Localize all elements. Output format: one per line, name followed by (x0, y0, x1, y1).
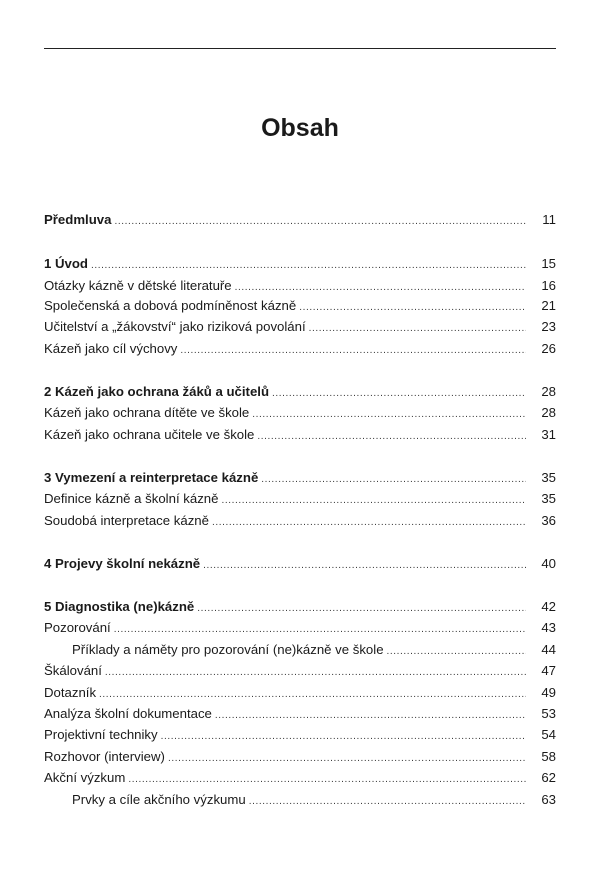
toc-entry-section[interactable] (44, 683, 556, 703)
toc-entry-label: Kázeň jako ochrana učitele ve škole (44, 427, 255, 442)
toc-leader-dots (114, 212, 526, 232)
toc-entry-label: 1 Úvod (44, 256, 88, 271)
toc-entry-section[interactable] (44, 511, 556, 531)
toc-entry-page: 26 (541, 341, 556, 356)
toc-entry-page: 40 (541, 556, 556, 571)
toc-entry-label: Definice kázně a školní kázně (44, 491, 219, 506)
toc-entry-label: 3 Vymezení a reinterpretace kázně (44, 470, 259, 485)
toc-entry-chapter-1[interactable] (44, 254, 556, 274)
toc-leader-dots (272, 384, 526, 404)
toc-entry-label: 4 Projevy školní nekázně (44, 556, 201, 571)
toc-entry-label: Společenská a dobová podmíněnost kázně (44, 298, 297, 313)
toc-entry-label: Kázeň jako cíl výchovy (44, 341, 178, 356)
toc-leader-dots (99, 685, 526, 705)
toc-entry-section[interactable] (44, 725, 556, 745)
toc-entry-chapter-3[interactable] (44, 468, 556, 488)
toc-entry-page: 15 (541, 256, 556, 271)
toc-entry-subsection[interactable] (44, 790, 556, 810)
toc-entry-section[interactable] (44, 489, 556, 509)
toc-entry-section[interactable] (44, 339, 556, 359)
toc-entry-section[interactable] (44, 661, 556, 681)
toc-entry-subsection[interactable] (44, 640, 556, 660)
toc-entry-section[interactable] (44, 276, 556, 296)
toc-entry-section[interactable] (44, 747, 556, 767)
toc-entry-page: 16 (541, 278, 556, 293)
toc-leader-dots (161, 727, 526, 747)
toc-entry-page: 47 (541, 663, 556, 678)
toc-entry-label: Učitelství a „žákovství“ jako riziková povolání (44, 319, 306, 334)
toc-entry-label: Otázky kázně v dětské literatuře (44, 278, 232, 293)
toc-entry-label: 5 Diagnostika (ne)kázně (44, 599, 195, 614)
toc-leader-dots (309, 319, 526, 339)
toc-leader-dots (105, 663, 526, 683)
toc-entry-page: 44 (541, 642, 556, 657)
toc-entry-page: 11 (542, 212, 556, 227)
toc-leader-dots (215, 706, 526, 726)
toc-entry-label: Příklady a náměty pro pozorování (ne)kázně ve škole (72, 642, 384, 657)
toc-entry-label: Předmluva (44, 212, 112, 227)
toc-leader-dots (249, 792, 526, 812)
toc-leader-dots (221, 491, 526, 511)
toc-entry-page: 36 (541, 513, 556, 528)
toc-entry-label: Rozhovor (interview) (44, 749, 165, 764)
table-of-contents (44, 0, 556, 874)
toc-entry-page: 54 (541, 727, 556, 742)
toc-leader-dots (91, 256, 526, 276)
toc-entry-label: Pozorování (44, 620, 111, 635)
toc-entry-predmluva[interactable] (44, 210, 556, 230)
toc-leader-dots (203, 556, 526, 576)
toc-entry-page: 42 (541, 599, 556, 614)
toc-entry-page: 62 (541, 770, 556, 785)
toc-entry-label: Dotazník (44, 685, 97, 700)
toc-entry-page: 35 (541, 470, 556, 485)
toc-entry-label: Kázeň jako ochrana dítěte ve škole (44, 405, 250, 420)
toc-entry-label: 2 Kázeň jako ochrana žáků a učitelů (44, 384, 269, 399)
toc-entry-chapter-2[interactable] (44, 382, 556, 402)
toc-leader-dots (252, 405, 526, 425)
toc-entry-page: 43 (541, 620, 556, 635)
toc-leader-dots (114, 620, 526, 640)
toc-entry-section[interactable] (44, 768, 556, 788)
toc-leader-dots (235, 278, 526, 298)
toc-leader-dots (299, 298, 526, 318)
toc-entry-chapter-5[interactable] (44, 597, 556, 617)
toc-entry-section[interactable] (44, 296, 556, 316)
toc-leader-dots (257, 427, 526, 447)
toc-entry-page: 53 (541, 706, 556, 721)
toc-entry-page: 63 (541, 792, 556, 807)
toc-entry-page: 49 (541, 685, 556, 700)
toc-entry-page: 31 (541, 427, 556, 442)
toc-entry-label: Soudobá interpretace kázně (44, 513, 209, 528)
toc-entry-page: 28 (541, 384, 556, 399)
toc-entry-chapter-4[interactable] (44, 554, 556, 574)
toc-entry-page: 21 (541, 298, 556, 313)
page-title: Obsah (261, 114, 339, 142)
toc-entry-page: 35 (541, 491, 556, 506)
toc-entry-label: Akční výzkum (44, 770, 126, 785)
toc-entry-section[interactable] (44, 704, 556, 724)
toc-leader-dots (128, 770, 526, 790)
toc-leader-dots (387, 642, 526, 662)
toc-leader-dots (197, 599, 526, 619)
toc-entry-page: 28 (541, 405, 556, 420)
toc-entry-label: Prvky a cíle akčního výzkumu (72, 792, 246, 807)
toc-entry-label: Škálování (44, 663, 102, 678)
toc-entry-section[interactable] (44, 317, 556, 337)
toc-entry-section[interactable] (44, 618, 556, 638)
toc-entry-section[interactable] (44, 425, 556, 445)
toc-entry-label: Analýza školní dokumentace (44, 706, 212, 721)
toc-entry-page: 58 (541, 749, 556, 764)
toc-leader-dots (180, 341, 526, 361)
toc-leader-dots (168, 749, 526, 769)
toc-leader-dots (261, 470, 526, 490)
toc-leader-dots (212, 513, 526, 533)
toc-entry-label: Projektivní techniky (44, 727, 158, 742)
toc-entry-section[interactable] (44, 403, 556, 423)
toc-entry-page: 23 (541, 319, 556, 334)
